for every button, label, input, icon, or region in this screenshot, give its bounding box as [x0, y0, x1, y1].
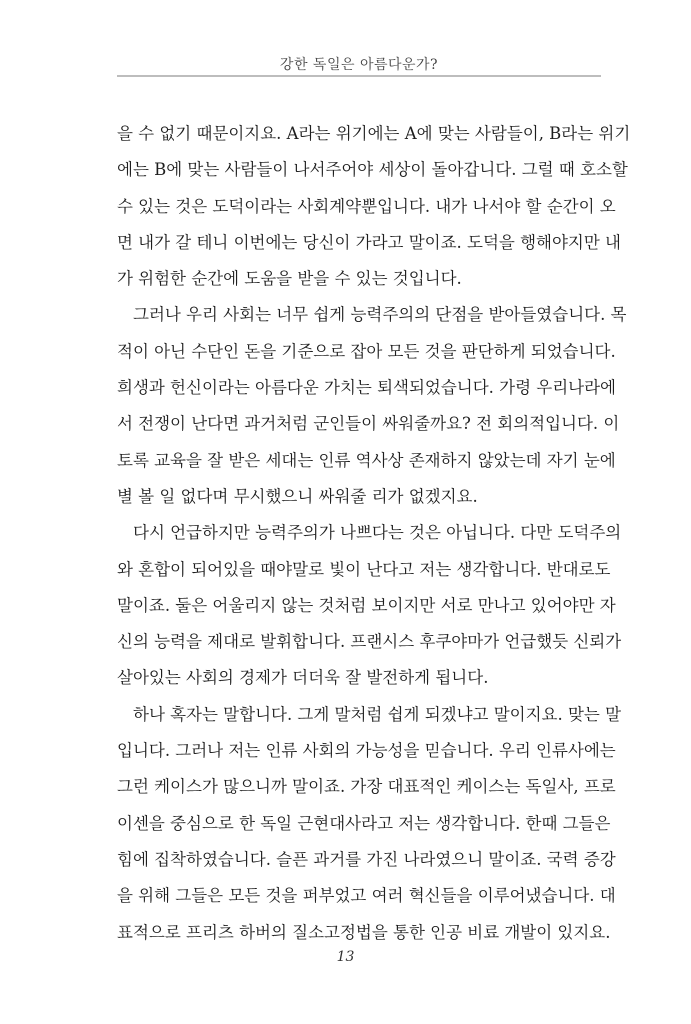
text-line: 을 수 없기 때문이지요. A라는 위기에는 A에 맞는 사람들이, B라는 위기 — [117, 124, 631, 143]
page-number: 13 — [336, 949, 355, 965]
text-line: 살아있는 사회의 경제가 더더욱 잘 발전하게 됩니다. — [117, 668, 489, 688]
text-line: 별 볼 일 없다며 무시했으니 싸워줄 리가 없겠지요. — [117, 486, 478, 506]
text-line: 가 위험한 순간에 도움을 받을 수 있는 것입니다. — [117, 269, 462, 289]
text-line: 말이죠. 둘은 어울리지 않는 것처럼 보이지만 서로 만나고 있어야만 자 — [117, 595, 616, 615]
text-line: 힘에 집착하였습니다. 슬픈 과거를 가진 나라였으니 말이죠. 국력 증강 — [117, 849, 616, 869]
text-line: 와 혼합이 되어있을 때야말로 빛이 난다고 저는 생각합니다. 반대로도 — [117, 559, 611, 579]
text-line: 다시 언급하지만 능력주의가 나쁘다는 것은 아닙니다. 다만 도덕주의 — [133, 523, 622, 543]
text-line: 그런 케이스가 많으니까 말이죠. 가장 대표적인 케이스는 독일사, 프로 — [117, 777, 616, 797]
text-line: 신의 능력을 제대로 발휘합니다. 프랜시스 후쿠야마가 언급했듯 신뢰가 — [117, 632, 622, 652]
text-line: 그러나 우리 사회는 너무 쉽게 능력주의의 단점을 받아들였습니다. 목 — [133, 305, 627, 325]
text-line: 을 위해 그들은 모든 것을 퍼부었고 여러 혁신들을 이루어냈습니다. 대 — [117, 886, 616, 906]
text-line: 표적으로 프리츠 하버의 질소고정법을 통한 인공 비료 개발이 있지요. — [117, 922, 611, 942]
body-text — [117, 116, 631, 951]
text-line: 서 전쟁이 난다면 과거처럼 군인들이 싸워줄까요? 전 회의적입니다. 이 — [117, 414, 620, 434]
running-head: 강한 독일은 아름다운가? — [279, 57, 439, 73]
text-line: 토록 교육을 잘 받은 세대는 인류 역사상 존재하지 않았는데 자기 눈에 — [117, 450, 616, 470]
text-line: 에는 B에 맞는 사람들이 나서주어야 세상이 돌아갑니다. 그럴 때 호소할 — [117, 160, 628, 180]
text-line: 적이 아닌 수단인 돈을 기준으로 잡아 모든 것을 판단하게 되었습니다. — [117, 341, 616, 361]
text-line: 하나 혹자는 말합니다. 그게 말처럼 쉽게 되겠냐고 말이지요. 맞는 말 — [133, 704, 622, 724]
text-line: 면 내가 갈 테니 이번에는 당신이 가라고 말이죠. 도덕을 행해야지만 내 — [117, 232, 621, 252]
text-line: 희생과 헌신이라는 아름다운 가치는 퇴색되었습니다. 가령 우리나라에 — [117, 378, 616, 398]
header-rule — [117, 75, 601, 77]
text-line: 이센을 중심으로 한 독일 근현대사라고 저는 생각합니다. 한때 그들은 — [117, 813, 611, 833]
text-line: 입니다. 그러나 저는 인류 사회의 가능성을 믿습니다. 우리 인류사에는 — [117, 741, 616, 761]
text-line: 수 있는 것은 도덕이라는 사회계약뿐입니다. 내가 나서야 할 순간이 오 — [117, 196, 616, 216]
